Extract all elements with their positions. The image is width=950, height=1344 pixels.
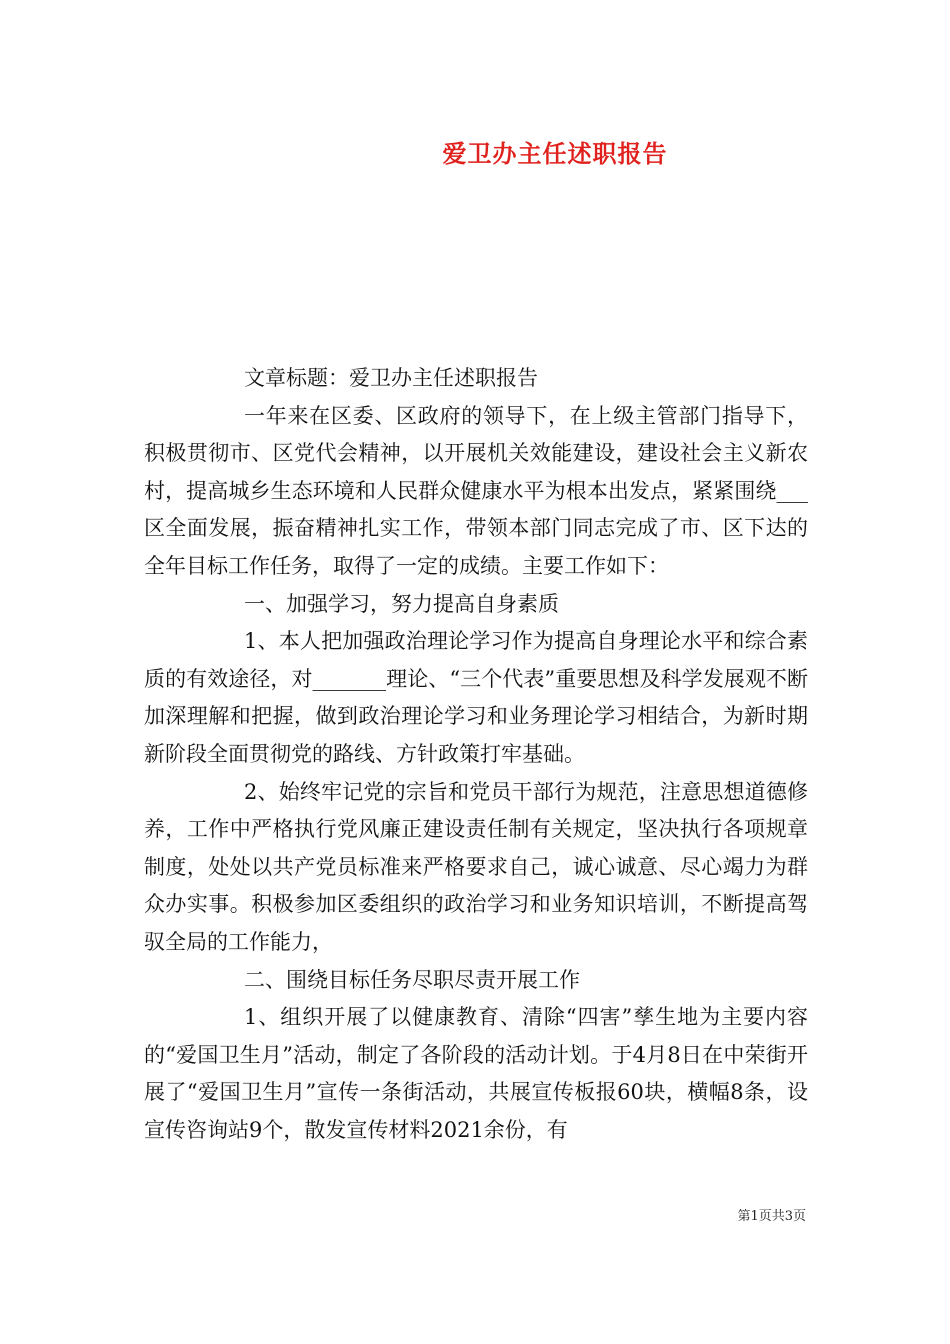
section-heading-1: 一、加强学习，努力提高自身素质 [244, 591, 559, 616]
document-title: 爱卫办主任述职报告 [442, 139, 668, 168]
page-indicator: 第1页共3页 [737, 1209, 806, 1224]
paragraph-1-1: 1、本人把加强政治理论学习作为提高自身理论水平和综合素质的有效途径，对_______理论、“三个代表”重要思想及科学发展观不断加深理解和把握，做到政治理论学习和业务理论学习相结合，为新时期新阶段全面贯彻党的路线、方针政策打牢基础。 [144, 629, 808, 766]
section-heading-2: 二、围绕目标任务尽职尽责开展工作 [244, 967, 580, 992]
paragraph-1-2: 2、始终牢记党的宗旨和党员干部行为规范，注意思想道德修养，工作中严格执行党风廉正建设责任制有关规定，坚决执行各项规章制度，处处以共产党员标准来严格要求自己，诚心诚意、尽心竭力为群众办实事。积极参加区委组织的政治学习和业务知识培训，不断提高驾驭全局的工作能力， [144, 779, 808, 954]
intro-paragraph: 一年来在区委、区政府的领导下，在上级主管部门指导下，积极贯彻市、区党代会精神，以开展机关效能建设，建设社会主义新农村，提高城乡生态环境和人民群众健康水平为根本出发点，紧紧围绕___区全面发展，振奋精神扎实工作，带领本部门同志完成了市、区下达的全年目标工作任务，取得了一定的成绩。主要工作如下： [144, 403, 808, 578]
document-body [144, 360, 808, 1149]
article-title-line: 文章标题：爱卫办主任述职报告 [244, 366, 538, 390]
paragraph-2-1: 1、组织开展了以健康教育、清除“四害”孳生地为主要内容的“爱国卫生月”活动，制定了各阶段的活动计划。于4月8日在中荣街开展了“爱国卫生月”宣传一条街活动，共展宣传板报60块，横幅8条，设宣传咨询站9个，散发宣传材料2021余份，有 [144, 1005, 808, 1142]
